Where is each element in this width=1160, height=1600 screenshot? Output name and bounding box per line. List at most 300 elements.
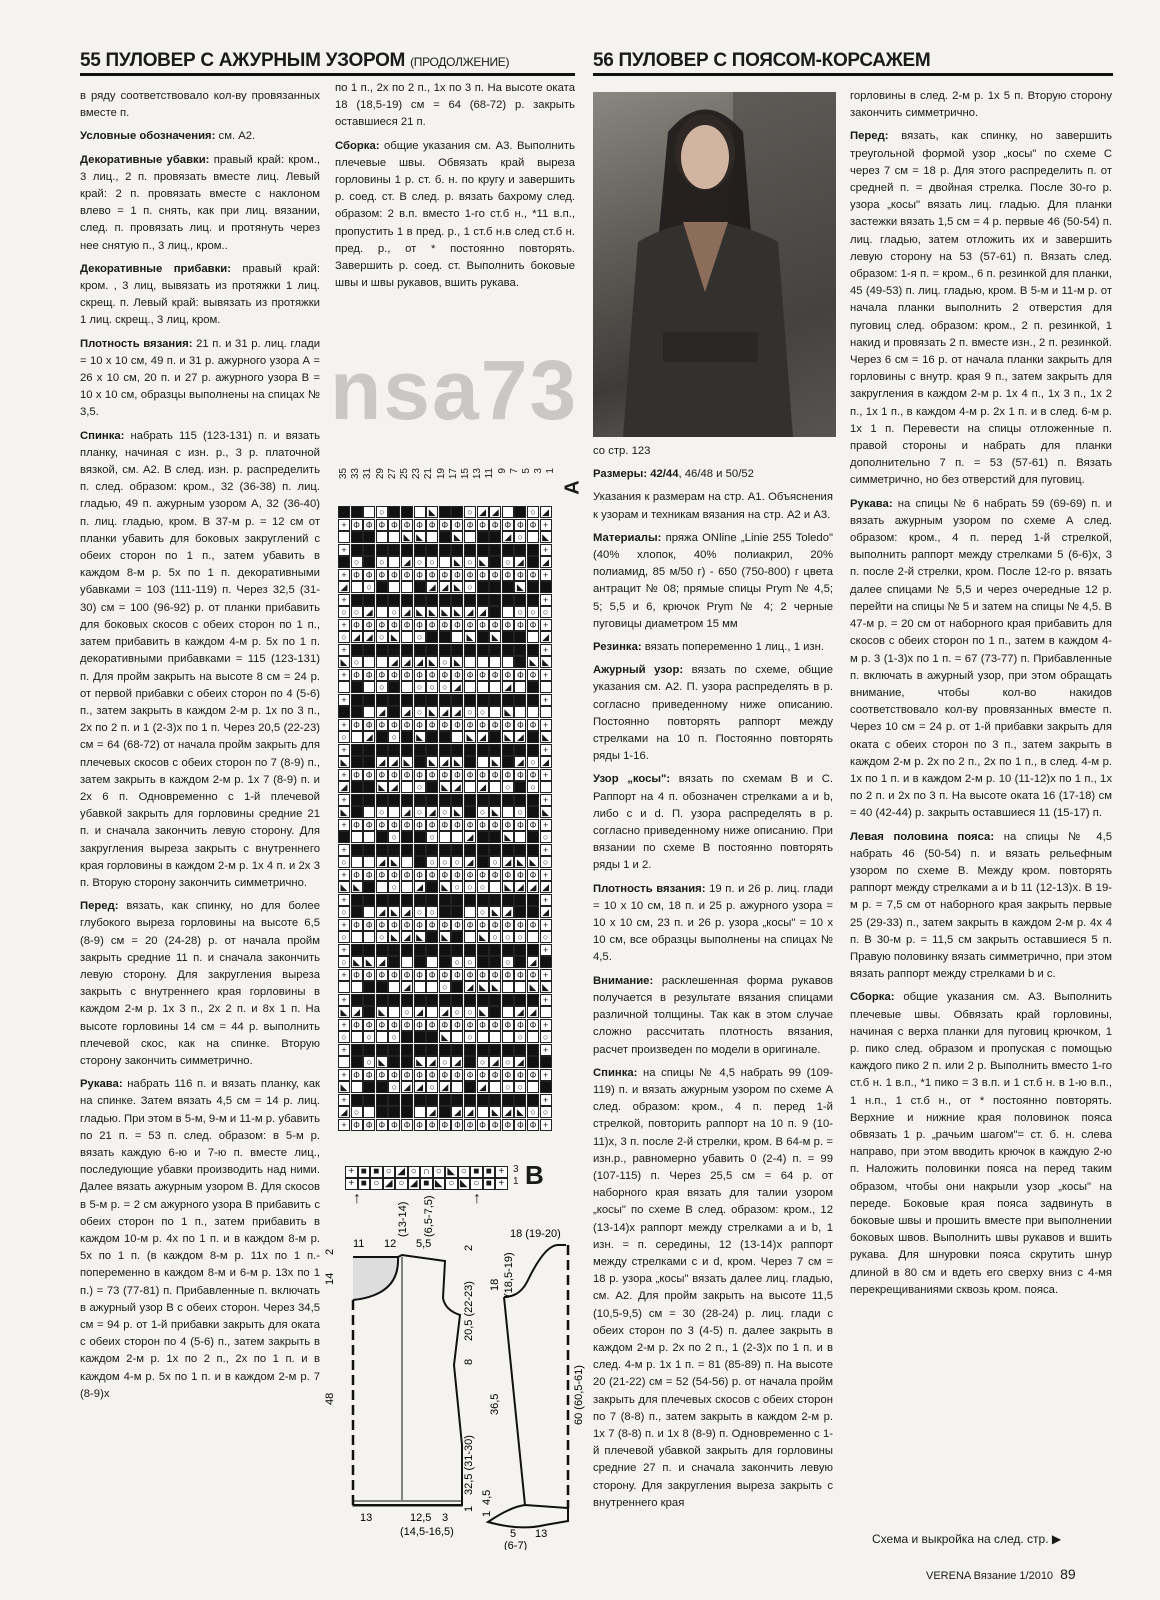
chart-cell: ○ [376, 506, 388, 518]
chart-cell [376, 894, 388, 906]
column-label: 21 [423, 468, 435, 480]
dim-label: 5 [510, 1528, 517, 1540]
paragraph-text: вязать по схеме, общие указания см. А2. П. узора распределять в р. согласно приведенному ниже описанию. Постоянно повторять раппорт между стрелками на 10 п. Постоянно повторять ряды 1-16. [593, 664, 833, 763]
chart-cell: ○ [502, 956, 514, 968]
chart-cell [477, 544, 489, 556]
chart-cell: ◣ [388, 931, 400, 943]
chart-cell: ○ [464, 506, 476, 518]
chart-cell [363, 594, 375, 606]
chart-cell: ◢ [414, 1081, 426, 1093]
chart-cell: ◣ [376, 781, 388, 793]
chart-cell [451, 1031, 463, 1043]
chart-cell: Ф [451, 619, 463, 631]
chart-cell: Ф [514, 719, 526, 731]
chart-cell: ◢ [414, 881, 426, 893]
column-label: 31 [362, 468, 374, 480]
chart-cell: ○ [376, 631, 388, 643]
chart-cell [489, 556, 501, 568]
chart-cell: Ф [477, 619, 489, 631]
chart-cell: ◢ [514, 1056, 526, 1068]
chart-cell: ◣ [338, 881, 350, 893]
chart-cell: Ф [401, 1069, 413, 1081]
chart-cell [376, 881, 388, 893]
chart-cell: ○ [376, 556, 388, 568]
paragraph [335, 138, 575, 293]
chart-cell [426, 531, 438, 543]
chart-cell: Ф [439, 919, 451, 931]
chart-cell [477, 944, 489, 956]
chart-cell [464, 744, 476, 756]
chart-cell: + [540, 844, 552, 856]
chart-cell: ○ [514, 1031, 526, 1043]
chart-cell: Ф [527, 819, 539, 831]
paragraph-heading: Сборка: [335, 139, 380, 152]
chart-cell: Ф [388, 1069, 400, 1081]
title-text: 55 ПУЛОВЕР С АЖУРНЫМ УЗОРОМ [80, 50, 406, 71]
column-1 [80, 88, 320, 1518]
chart-cell [351, 581, 363, 593]
chart-cell [540, 956, 552, 968]
chart-cell: Ф [363, 669, 375, 681]
chart-cell [489, 881, 501, 893]
chart-cell [527, 531, 539, 543]
chart-cell: Ф [363, 569, 375, 581]
chart-cell: ○ [527, 1106, 539, 1118]
chart-cell: ◢ [502, 531, 514, 543]
chart-cell [414, 506, 426, 518]
paragraph-heading: Спинка: [593, 1066, 638, 1079]
chart-cell: Ф [351, 819, 363, 831]
chart-cell: + [540, 669, 552, 681]
chart-cell: Ф [388, 719, 400, 731]
chart-cell: ◣ [351, 881, 363, 893]
chart-cell: Ф [414, 919, 426, 931]
chart-cell [376, 1081, 388, 1093]
chart-cell: Ф [388, 869, 400, 881]
chart-cell [514, 894, 526, 906]
chart-cell [502, 844, 514, 856]
chart-cell: Ф [464, 1069, 476, 1081]
chart-cell [363, 1006, 375, 1018]
chart-b-row-1 [345, 1178, 508, 1190]
chart-cell: ○ [514, 606, 526, 618]
paragraph [593, 881, 833, 967]
chart-cell [477, 656, 489, 668]
chart-cell: + [540, 894, 552, 906]
chart-cell: ◣ [414, 1056, 426, 1068]
chart-cell: ○ [363, 581, 375, 593]
paragraph [850, 989, 1112, 1299]
chart-cell: ◣ [426, 706, 438, 718]
chart-cell: + [540, 944, 552, 956]
chart-cell: ○ [388, 1081, 400, 1093]
chart-cell [489, 581, 501, 593]
chart-cell: ○ [477, 706, 489, 718]
chart-cell: ○ [502, 781, 514, 793]
paragraph-text: общие указания см. А3. Выполнить плечевые швы. Обвязать край выреза горловины 1 р. ст. б. н. по кругу и завершить р. соед. ст. В след. р. вязать бахрому след. образом: 2 в.п. вместо 1-го ст.б н., *11 в.п., пропустить 1 в пред. р., 1 ст.б н.в след ст.б н. пред. р., от * постоянно повторять. Завершить р. соед. ст. Выполнить боковые швы и швы рукавов, вшить рукава. [335, 139, 575, 290]
chart-cell: Ф [363, 519, 375, 531]
chart-cell [376, 1031, 388, 1043]
chart-cell: + [338, 919, 350, 931]
paragraph [593, 530, 833, 633]
chart-cell: Ф [464, 669, 476, 681]
column-label: 33 [350, 468, 362, 480]
chart-cell: ○ [426, 1081, 438, 1093]
chart-cell: ◢ [363, 606, 375, 618]
chart-cell: ◢ [363, 731, 375, 743]
chart-cell: ◢ [540, 631, 552, 643]
chart-cell [502, 606, 514, 618]
chart-cell: ◣ [401, 531, 413, 543]
chart-cell [351, 594, 363, 606]
paragraph-text: вязать, как спинку, но завершить треугольной формой узор „косы" по схеме С через 7 см = 18 р. Для этого распределить п. от средней п. = двойная стрелка. После 30-го р. узора „косы" вязать лиц. гладью. Для планки застежки вязать 1,5 см = 4 р. первые 46 (50-54) п. лиц. гладью, затем отложить их и завершить левую сторону на 53 (57-61) п. Вязать след. образом: 1-я п. = кром., 6 п. резинкой для планки, 45 (49-53) п. лиц. гладью, кром. В 5-м и 11-м р. от начала планки выполнить 2 отверстия для пуговиц след. образом: кром., 2 п. резинкой, 1 накид и провязать 2 п. вместе изн., 2 п. резинкой. Через 6 см = 16 р. от начала планки закрыть для горловины с внутр. края 9 п., затем закрыть для закругления в каждом 2-м р. 1х 4 п., 1х 3 п., 1х 2 п., 1х 1 п., в каждом 4-м р. 2х 1 п. и в след. 6-м р. 1х 1 п. Перевести на спицы отложенные п. правой стороны и набрать для планки дополнительно 7 п. = 53 (57-61) п. Вязать симметрично, но без отверстий для пуговиц. [850, 130, 1112, 487]
chart-cell [401, 781, 413, 793]
chart-cell: ◢ [477, 1081, 489, 1093]
paragraph-heading: Сборка: [850, 991, 895, 1004]
chart-cell: + [540, 869, 552, 881]
dim-label: 1 [481, 1510, 493, 1517]
chart-cell: ◢ [477, 731, 489, 743]
chart-cell: ◣ [426, 606, 438, 618]
chart-cell [439, 956, 451, 968]
chart-cell: Ф [401, 819, 413, 831]
chart-cell: ◢ [401, 656, 413, 668]
chart-cell: + [338, 719, 350, 731]
chart-cell: + [338, 544, 350, 556]
chart-cell: Ф [376, 969, 388, 981]
chart-cell [489, 594, 501, 606]
chart-cell: Ф [363, 1019, 375, 1031]
chart-cell: Ф [376, 819, 388, 831]
chart-cell [477, 756, 489, 768]
chart-cell [514, 944, 526, 956]
chart-cell [363, 794, 375, 806]
chart-cell [363, 506, 375, 518]
chart-cell [439, 694, 451, 706]
paragraph-heading: Декоративные убавки: [80, 153, 210, 166]
chart-cell: ○ [502, 1081, 514, 1093]
chart-cell [376, 1094, 388, 1106]
chart-b-cell: ○ [370, 1178, 383, 1190]
chart-cell [351, 731, 363, 743]
chart-cell: ○ [363, 1031, 375, 1043]
chart-cell: + [540, 794, 552, 806]
title-text: 56 ПУЛОВЕР С ПОЯСОМ-КОРСАЖЕМ [593, 50, 931, 71]
chart-cell [338, 831, 350, 843]
chart-cell [540, 681, 552, 693]
chart-cell [477, 531, 489, 543]
chart-cell: Ф [527, 519, 539, 531]
chart-cell: ○ [439, 856, 451, 868]
chart-cell [464, 544, 476, 556]
chart-cell: + [338, 1019, 350, 1031]
chart-cell [451, 1081, 463, 1093]
dim-label: 18 [489, 1278, 501, 1291]
chart-cell: + [338, 794, 350, 806]
chart-cell: Ф [502, 519, 514, 531]
chart-cell: ◢ [376, 906, 388, 918]
chart-cell: Ф [477, 819, 489, 831]
chart-cell: ◢ [527, 1006, 539, 1018]
chart-cell [477, 594, 489, 606]
paragraph [850, 88, 1112, 122]
chart-cell [514, 906, 526, 918]
paragraph-text: на спицы № 4,5 набрать 46 (50-54) п. и вязать рельефным узором по схеме В. Между кром. повторять раппорт между стрелками а и b 11 (12-13)х. В 19-м р. = 7,5 см от наборного края закрыть первые 25 (29-33) п., затем закрыть в каждом 2-м р. 4х 4 п. В 30-м р. = 11,5 см закрыть оставшиеся 5 п. Правую половинку вязать симметрично, при этом вязать раппорт между стрелками b и c. [850, 830, 1112, 981]
chart-cell: Ф [439, 619, 451, 631]
chart-cell: ○ [338, 1031, 350, 1043]
chart-cell [388, 806, 400, 818]
chart-cell [451, 906, 463, 918]
chart-cell: ◣ [439, 781, 451, 793]
chart-cell [351, 506, 363, 518]
chart-cell: Ф [464, 619, 476, 631]
chart-cell: Ф [351, 519, 363, 531]
chart-cell: ◣ [363, 956, 375, 968]
chart-cell: Ф [451, 869, 463, 881]
chart-cell [514, 794, 526, 806]
chart-cell [351, 681, 363, 693]
chart-cell [401, 681, 413, 693]
chart-cell [351, 831, 363, 843]
chart-cell [489, 694, 501, 706]
chart-cell: + [338, 1069, 350, 1081]
row-label: 1 [513, 1176, 519, 1187]
chart-cell: ◣ [489, 806, 501, 818]
chart-cell [477, 1044, 489, 1056]
chart-cell [351, 894, 363, 906]
chart-cell: ○ [514, 531, 526, 543]
chart-cell: Ф [414, 769, 426, 781]
watermark: nsa73 [330, 343, 579, 437]
chart-cell: ◣ [451, 531, 463, 543]
chart-cell: Ф [388, 619, 400, 631]
column-label: 1 [545, 468, 557, 474]
chart-cell [351, 931, 363, 943]
chart-cell: + [338, 694, 350, 706]
chart-cell: ○ [388, 831, 400, 843]
chart-cell: ◣ [477, 1006, 489, 1018]
chart-cell [426, 944, 438, 956]
chart-cell: Ф [363, 869, 375, 881]
chart-cell [414, 994, 426, 1006]
paragraph-heading: Перед: [850, 130, 889, 143]
chart-cell: ○ [464, 581, 476, 593]
chart-b-cell: ○ [458, 1166, 471, 1178]
chart-cell: ◣ [451, 806, 463, 818]
chart-cell: ◢ [439, 706, 451, 718]
chart-cell: ○ [426, 681, 438, 693]
paragraph [850, 128, 1112, 489]
chart-cell [414, 894, 426, 906]
chart-cell [464, 756, 476, 768]
chart-cell: ◢ [464, 606, 476, 618]
chart-cell: ○ [426, 906, 438, 918]
column-label: 3 [533, 468, 545, 474]
chart-cell: Ф [514, 669, 526, 681]
chart-cell [351, 756, 363, 768]
chart-cell [451, 931, 463, 943]
chart-cell [489, 606, 501, 618]
chart-cell: Ф [376, 769, 388, 781]
chart-cell: Ф [401, 719, 413, 731]
chart-cell: ◣ [502, 731, 514, 743]
chart-cell [451, 731, 463, 743]
chart-cell [527, 556, 539, 568]
chart-cell: Ф [527, 1119, 539, 1131]
chart-cell: Ф [414, 619, 426, 631]
chart-cell: Ф [388, 519, 400, 531]
chart-cell [514, 644, 526, 656]
chart-cell: Ф [489, 519, 501, 531]
paragraph [593, 443, 833, 460]
chart-cell [388, 994, 400, 1006]
chart-cell [527, 1056, 539, 1068]
chart-cell [502, 631, 514, 643]
chart-cell: ○ [401, 1006, 413, 1018]
chart-cell [439, 731, 451, 743]
chart-cell: Ф [502, 819, 514, 831]
chart-cell: ◢ [426, 1056, 438, 1068]
chart-cell: Ф [388, 919, 400, 931]
chart-cell [414, 956, 426, 968]
chart-cell: ◢ [414, 1006, 426, 1018]
chart-cell: + [540, 644, 552, 656]
chart-cell [439, 594, 451, 606]
chart-cell: + [338, 619, 350, 631]
chart-cell: Ф [351, 969, 363, 981]
chart-cell: Ф [502, 719, 514, 731]
chart-cell: Ф [502, 619, 514, 631]
chart-cell: ◣ [426, 656, 438, 668]
chart-cell [426, 594, 438, 606]
chart-cell: Ф [527, 719, 539, 731]
chart-cell: Ф [477, 1019, 489, 1031]
paragraph-heading: Резинка: [593, 641, 642, 654]
paragraph-heading: Плотность вязания: [593, 882, 706, 895]
chart-cell [540, 706, 552, 718]
chart-cell [451, 694, 463, 706]
chart-cell: + [540, 569, 552, 581]
paragraph [80, 336, 320, 422]
chart-cell: ◢ [376, 706, 388, 718]
chart-cell [527, 631, 539, 643]
chart-cell [363, 756, 375, 768]
chart-cell [514, 994, 526, 1006]
chart-cell [388, 594, 400, 606]
chart-cell [376, 644, 388, 656]
chart-cell [451, 744, 463, 756]
chart-cell [489, 944, 501, 956]
chart-cell [477, 994, 489, 1006]
dim-label: 36,5 [489, 1393, 501, 1415]
dim-label: 3 [442, 1512, 449, 1524]
chart-cell [502, 544, 514, 556]
chart-cell [426, 644, 438, 656]
chart-cell: Ф [477, 769, 489, 781]
chart-cell [451, 594, 463, 606]
chart-cell [401, 1094, 413, 1106]
chart-cell [502, 894, 514, 906]
chart-cell [414, 581, 426, 593]
chart-cell: ◢ [439, 1006, 451, 1018]
chart-cell: ◣ [451, 656, 463, 668]
chart-cell [464, 1056, 476, 1068]
next-page-note: Схема и выкройка на след. стр. ▶ [872, 1532, 1062, 1546]
chart-a-label: A [561, 480, 584, 495]
chart-cell: ○ [414, 906, 426, 918]
chart-cell: Ф [477, 719, 489, 731]
paragraph-heading: Внимание: [593, 974, 654, 987]
chart-cell: Ф [401, 1119, 413, 1131]
chart-cell: Ф [414, 1069, 426, 1081]
chart-cell: ○ [489, 931, 501, 943]
chart-cell [527, 794, 539, 806]
chart-cell: Ф [464, 1119, 476, 1131]
chart-cell: Ф [439, 1019, 451, 1031]
chart-cell: Ф [363, 619, 375, 631]
paragraph-heading: Плотность вязания: [80, 337, 193, 350]
chart-cell: ◢ [376, 956, 388, 968]
chart-cell [451, 506, 463, 518]
chart-cell [401, 844, 413, 856]
chart-cell [376, 544, 388, 556]
chart-cell: Ф [489, 1069, 501, 1081]
paragraph-text: со стр. 123 [593, 445, 651, 457]
chart-cell [388, 1056, 400, 1068]
chart-cell: ◣ [477, 981, 489, 993]
chart-cell: ◣ [477, 556, 489, 568]
chart-cell: ◢ [527, 881, 539, 893]
chart-cell [489, 681, 501, 693]
chart-cell: Ф [451, 919, 463, 931]
chart-cell: Ф [351, 619, 363, 631]
chart-cell [464, 1081, 476, 1093]
chart-cell [489, 844, 501, 856]
chart-cell: ◣ [464, 631, 476, 643]
chart-cell [414, 1106, 426, 1118]
chart-cell [363, 1106, 375, 1118]
chart-cell: Ф [414, 719, 426, 731]
paragraph [335, 80, 575, 132]
chart-cell: ◣ [502, 706, 514, 718]
chart-cell: ○ [502, 1056, 514, 1068]
chart-cell [464, 844, 476, 856]
chart-cell: ◢ [426, 806, 438, 818]
chart-cell [388, 531, 400, 543]
chart-cell: ◣ [540, 656, 552, 668]
chart-cell [426, 631, 438, 643]
chart-cell: ○ [388, 606, 400, 618]
chart-cell [527, 544, 539, 556]
chart-cell [351, 1044, 363, 1056]
chart-cell: ○ [439, 1056, 451, 1068]
chart-cell: + [338, 744, 350, 756]
chart-cell [527, 681, 539, 693]
paragraph [850, 829, 1112, 984]
chart-cell [527, 694, 539, 706]
chart-cell [414, 1094, 426, 1106]
chart-cell [426, 744, 438, 756]
chart-cell [489, 831, 501, 843]
chart-cell [502, 1094, 514, 1106]
chart-cell [502, 1044, 514, 1056]
chart-cell: Ф [388, 969, 400, 981]
chart-cell: ○ [464, 1006, 476, 1018]
dim-label: 11 [353, 1238, 365, 1250]
chart-cell [401, 731, 413, 743]
chart-cell [502, 1006, 514, 1018]
dim-label: 2 [463, 1244, 475, 1251]
